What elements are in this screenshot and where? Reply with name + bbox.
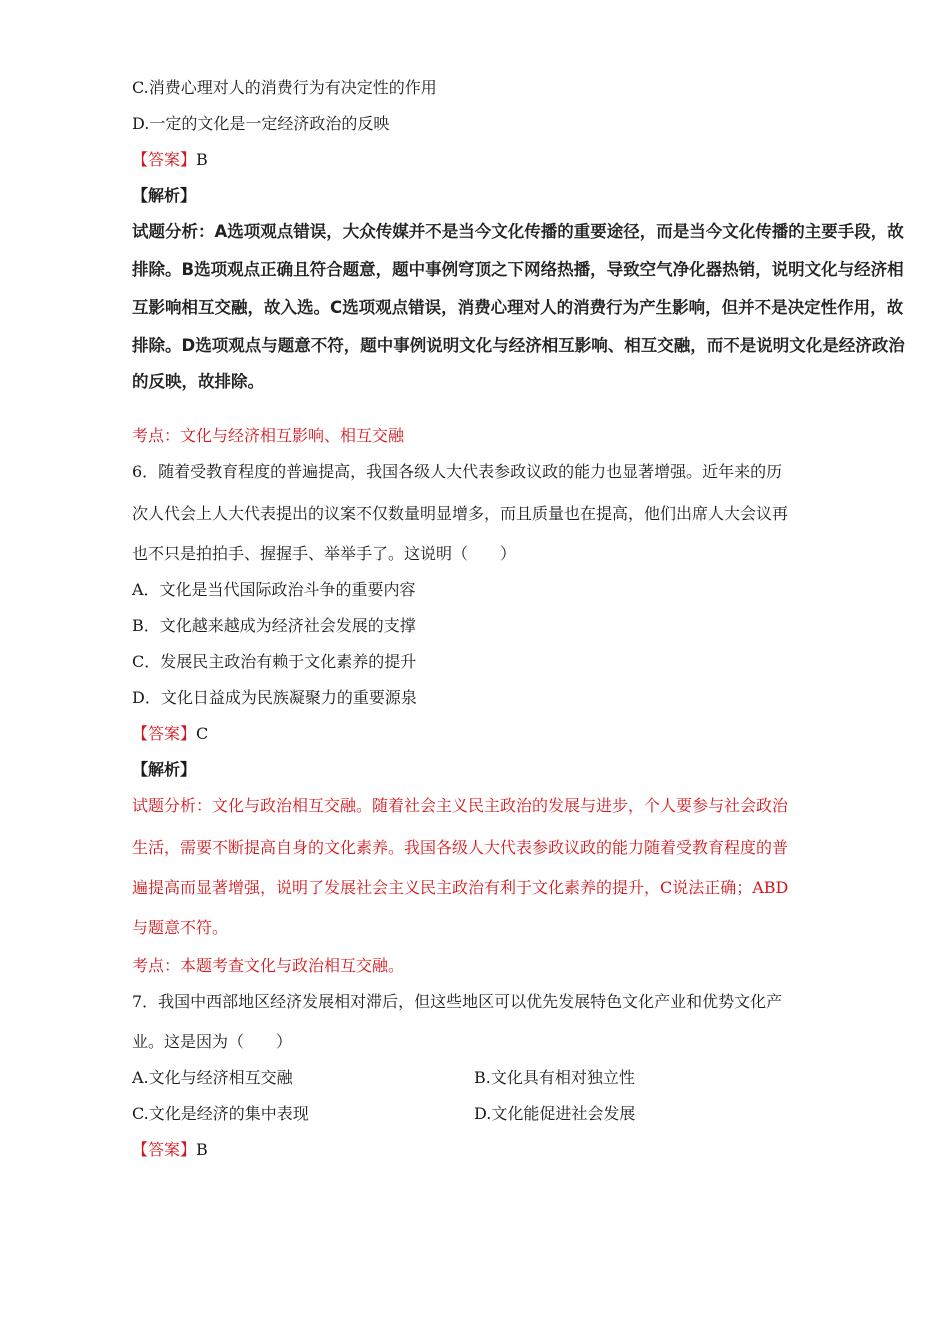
prev-answer <box>132 150 208 170</box>
q6-stem-line: 6．随着受教育程度的普遍提高，我国各级人大代表参政议政的能力也显著增强。近年来的历 <box>132 462 783 481</box>
prev-option-c: C.消费心理对人的消费行为有决定性的作用 <box>132 78 437 97</box>
q7-option-a: A.文化与经济相互交融 <box>132 1068 293 1087</box>
prev-analysis-line: 互影响相互交融，故入选。C选项观点错误，消费心理对人的消费行为产生影响，但并不是决定性作用，故 <box>132 298 904 317</box>
prev-option-d: D.一定的文化是一定经济政治的反映 <box>132 114 390 133</box>
q6-analysis-line: 试题分析：文化与政治相互交融。随着社会主义民主政治的发展与进步，个人要参与社会政治 <box>132 796 789 815</box>
prev-analysis-line: 排除。D选项观点与题意不符，题中事例说明文化与经济相互影响、相互交融，而不是说明文化是经济政治 <box>132 336 905 355</box>
q6-answer <box>132 724 208 744</box>
answer-tag: 【答案】 <box>132 724 197 743</box>
answer-tag: 【答案】 <box>132 150 197 169</box>
prev-analysis-line: 排除。B选项观点正确且符合题意，题中事例穹顶之下网络热播，导致空气净化器热销，说明文化与经济相 <box>132 260 904 279</box>
answer-tag: 【答案】 <box>132 1140 197 1159</box>
prev-analysis-line: 试题分析：A选项观点错误，大众传媒并不是当今文化传播的重要途径，而是当今文化传播的主要手段，故 <box>132 222 904 241</box>
prev-analysis-line: 的反映，故排除。 <box>132 372 264 391</box>
prev-analysis-tag: 【解析】 <box>132 186 197 205</box>
answer-value: B <box>196 1140 208 1159</box>
q7-stem-line: 业。这是因为（ ） <box>132 1032 293 1051</box>
q6-option-a: A．文化是当代国际政治斗争的重要内容 <box>132 580 416 599</box>
q7-answer <box>132 1140 208 1160</box>
q7-option-b: B.文化具有相对独立性 <box>474 1068 635 1087</box>
q6-analysis-tag: 【解析】 <box>132 760 197 779</box>
q6-option-d: D．文化日益成为民族凝聚力的重要源泉 <box>132 688 417 707</box>
q6-analysis-line: 生活，需要不断提高自身的文化素养。我国各级人大代表参政议政的能力随着受教育程度的普 <box>132 838 789 857</box>
q6-analysis-line: 遍提高而显著增强，说明了发展社会主义民主政治有利于文化素养的提升，C说法正确；ABD <box>132 878 789 897</box>
q7-option-d: D.文化能促进社会发展 <box>474 1104 636 1123</box>
q6-option-c: C．发展民主政治有赖于文化素养的提升 <box>132 652 417 671</box>
q6-option-b: B．文化越来越成为经济社会发展的支撑 <box>132 616 416 635</box>
q7-stem-line: 7．我国中西部地区经济发展相对滞后，但这些地区可以优先发展特色文化产业和优势文化产 <box>132 992 783 1011</box>
q6-stem-line: 也不只是拍拍手、握握手、举举手了。这说明（ ） <box>132 544 517 563</box>
q6-analysis-line: 与题意不符。 <box>132 918 229 937</box>
answer-value: B <box>196 150 208 169</box>
q6-stem-line: 次人代会上人大代表提出的议案不仅数量明显增多，而且质量也在提高，他们出席人大会议再 <box>132 504 789 523</box>
answer-value: C <box>196 724 209 743</box>
prev-kaodian: 考点：文化与经济相互影响、相互交融 <box>132 426 405 445</box>
q7-option-c: C.文化是经济的集中表现 <box>132 1104 309 1123</box>
q6-kaodian: 考点：本题考查文化与政治相互交融。 <box>132 956 405 975</box>
